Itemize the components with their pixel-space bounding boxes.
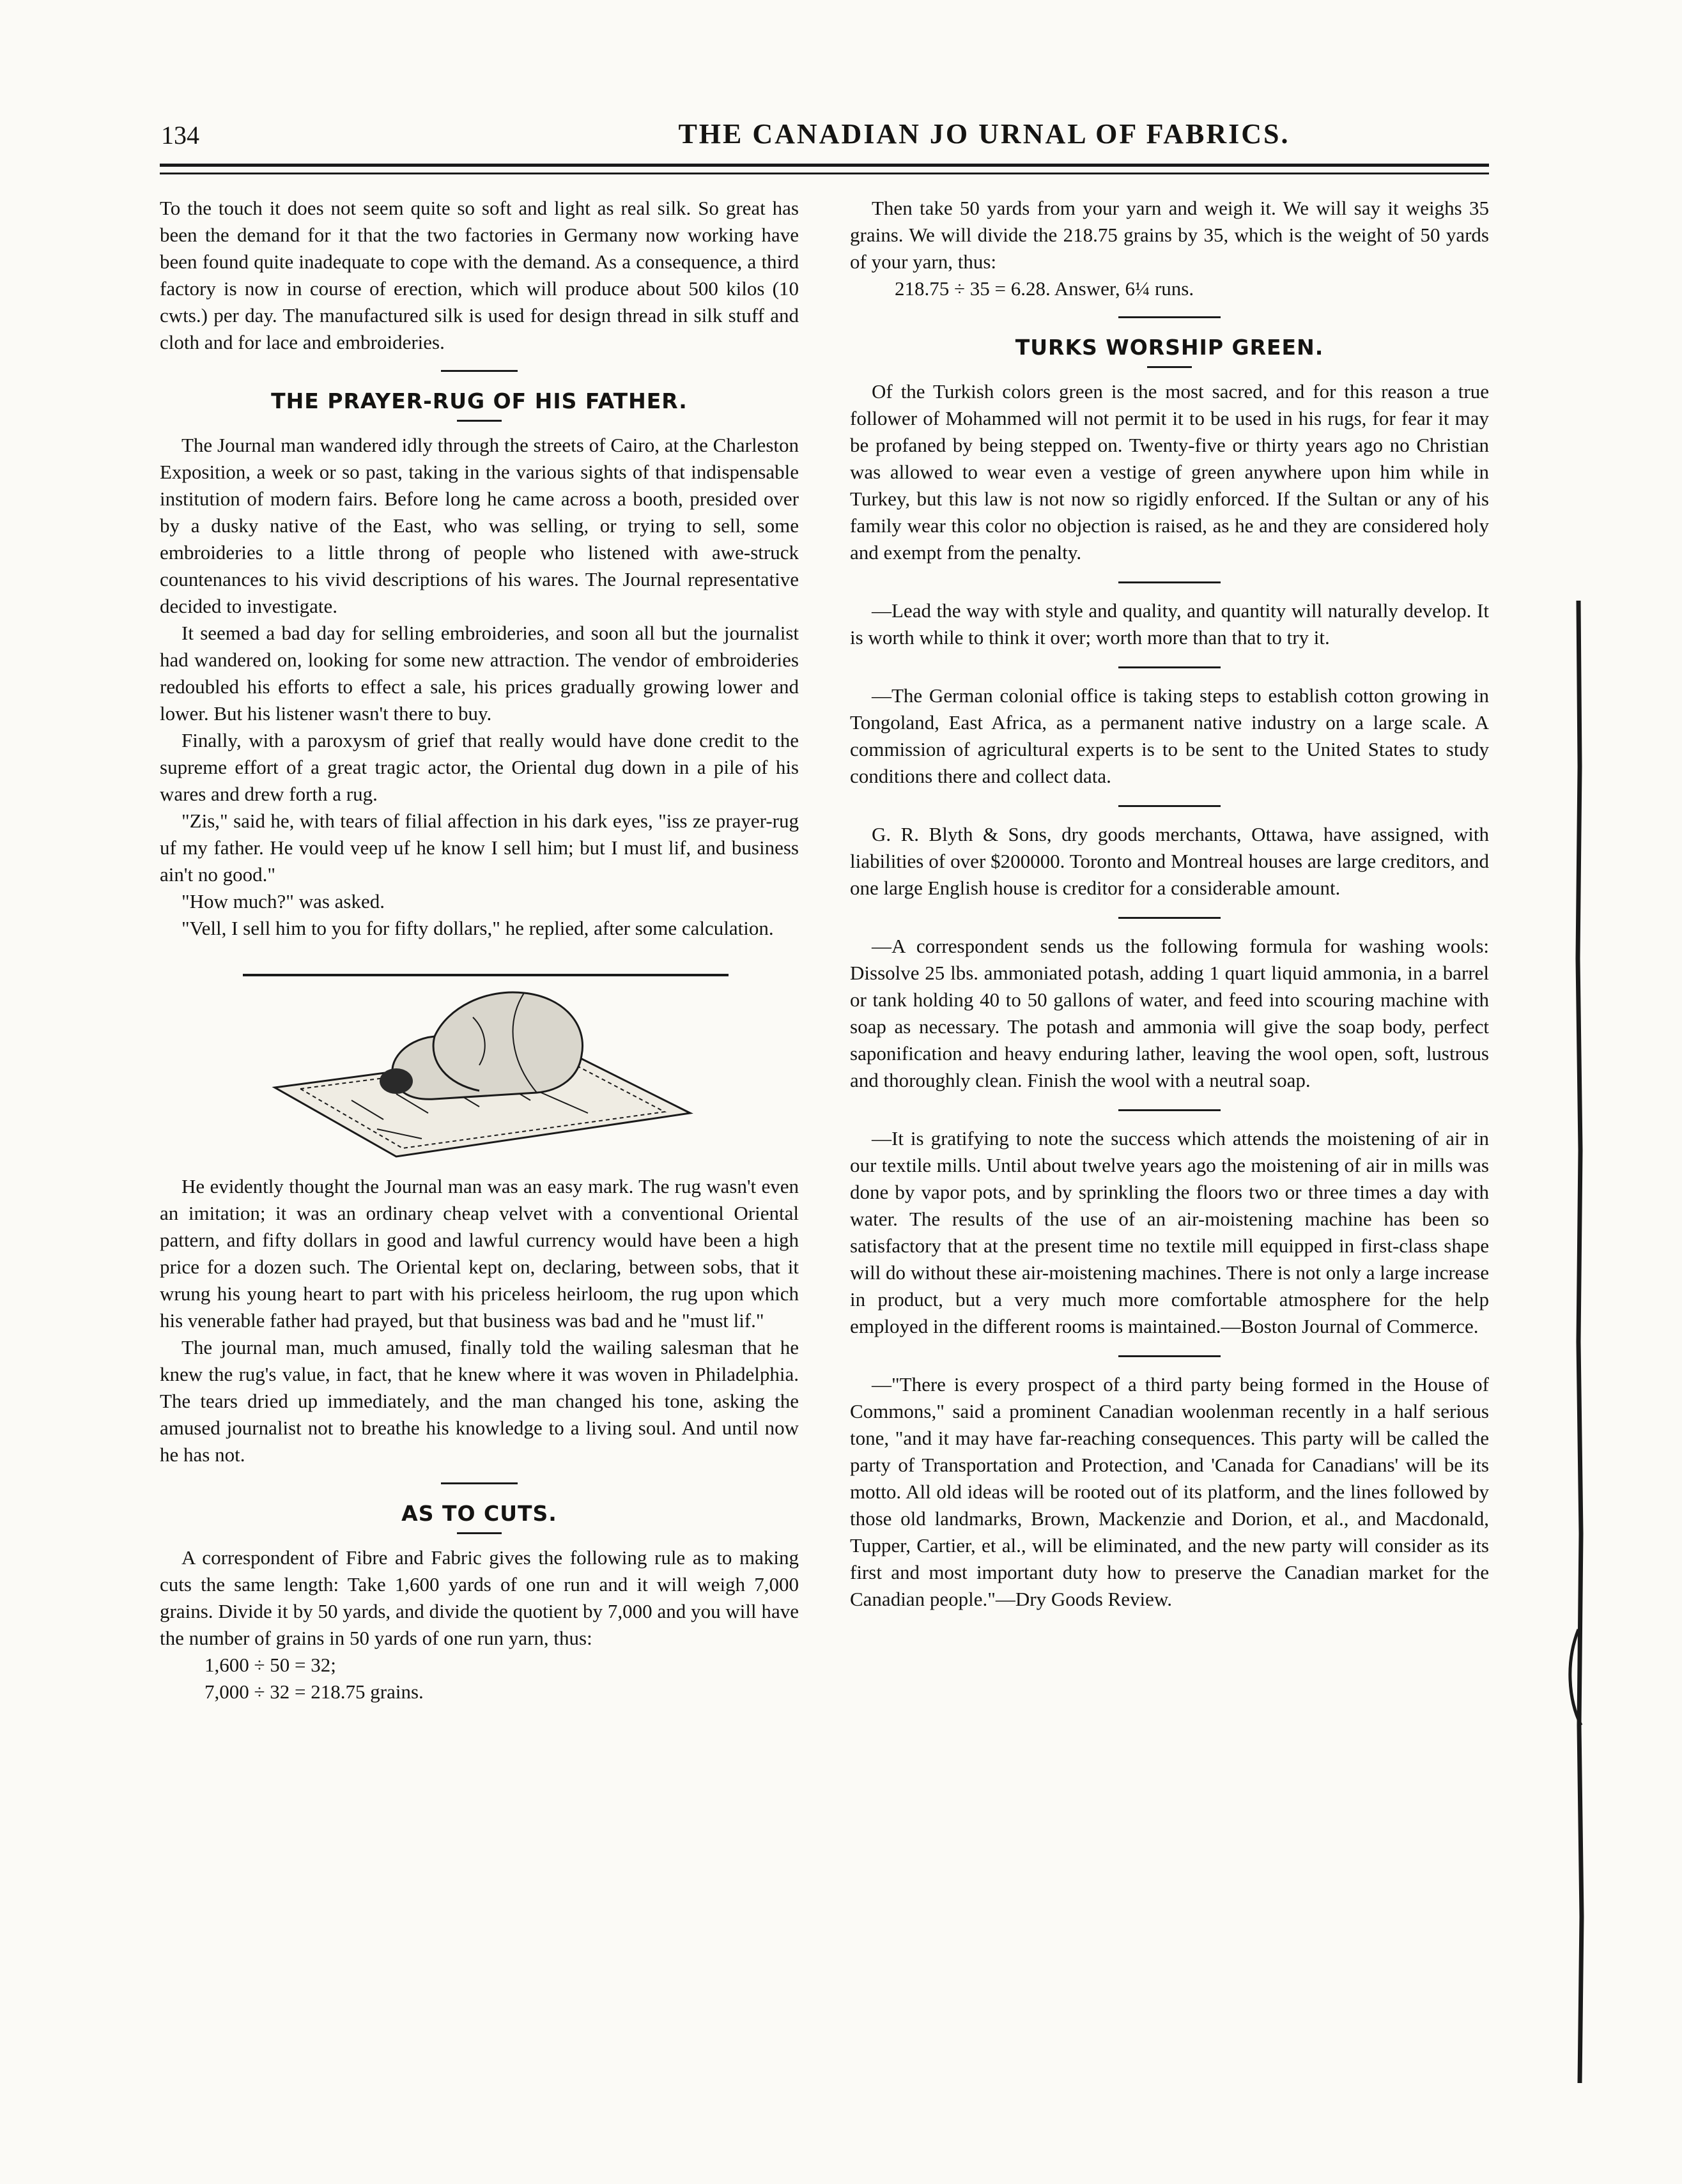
item-german: —The German colonial office is taking steps to establish cotton growing in Tongoland, East Africa, as a permanent native industry on a large scale. A commission of agricultural experts is to be sent to the United States to study conditions there and collect data. <box>850 684 1489 787</box>
page-number: 134 <box>161 121 199 150</box>
scan-edge-artifact <box>1559 575 1598 2109</box>
item-third-party: —"There is every prospect of a third party being formed in the House of Commons," said a prominent Canadian woolenman recently in a half serious tone, "and it may have far-reaching consequences. This party will be called the party of Transportation and Protection, and 'Canada for Canadians' will be its motto. All old ideas will be rooted out of its platform, and the lines followed by those old landmarks, Brown, Mackenzie and Dorion, et al., and Macdonald, Tupper, Cartier, et al., will be eliminated, and the new party will consider as its first and most important duty how to preserve the Canadian market for the Canadian people."—Dry Goods Review. <box>850 1373 1489 1610</box>
equation-2: 7,000 ÷ 32 = 218.75 grains. <box>204 1680 424 1703</box>
right-column <box>850 195 1489 1613</box>
left-column <box>160 195 799 1705</box>
prayer-rug-illustration <box>204 953 754 1158</box>
prayer-rug-title: THE PRAYER-RUG OF HIS FATHER. <box>271 388 688 413</box>
prayer-rug-p6: "Vell, I sell him to you for fifty dollars," he replied, after some calculation. <box>181 917 774 939</box>
as-to-cuts-title: AS TO CUTS. <box>401 1501 557 1526</box>
header-rule-thin <box>160 173 1489 174</box>
prayer-rug-p7: He evidently thought the Journal man was an easy mark. The rug wasn't even an imitation; it was an ordinary cheap velvet with a conventional Oriental pattern, and fifty dollars in good and lawful currency would have been a high price for a dozen such. The Oriental kept on, declaring, between sobs, that it wrung his young heart to part with his priceless heirloom, the rug upon which his venerable father had prayed, but that business was bad and he "must lif." <box>160 1175 799 1332</box>
header-rule-thick <box>160 164 1489 167</box>
cuts-answer: 218.75 ÷ 35 = 6.28. Answer, 6¼ runs. <box>895 277 1194 300</box>
prayer-rug-p5: "How much?" was asked. <box>181 890 385 912</box>
prayer-rug-p4: "Zis," said he, with tears of filial affection in his dark eyes, "iss ze prayer-rug uf my father. He vould veep uf he know I sell him; but I must lif, and business ain't no good." <box>160 810 799 886</box>
journal-title: THE CANADIAN JO URNAL OF FABRICS. <box>678 118 1290 150</box>
prayer-rug-p2: It seemed a bad day for selling embroideries, and soon all but the journalist had wandered on, looking for some new attraction. The vendor of embroideries redoubled his efforts to effect a sale, his prices gradually growing lower and lower. But his listener wasn't there to buy. <box>160 622 799 725</box>
item-blyth: G. R. Blyth & Sons, dry goods merchants, Ottawa, have assigned, with liabilities of over $200000. Toronto and Montreal houses are large creditors, and one large English house is creditor for a considerable amount. <box>850 823 1489 899</box>
cuts-continued: Then take 50 yards from your yarn and weigh it. We will say it weighs 35 grains. We will divide the 218.75 grains by 35, which is the weight of 50 yards of your yarn, thus: <box>850 197 1489 273</box>
turks-p1: Of the Turkish colors green is the most sacred, and for this reason a true follower of Mohammed will not permit it to be used in his rugs, for fear it may be profaned by being stepped on. Twenty-five or thirty years ago no Christian was allowed to wear even a vestige of green anywhere upon him while in Turkey, but this law is not now so rigidly enforced. If the Sultan or any of his family wear this color no objection is raised, as he and they are considered holy and exempt from the penalty. <box>850 380 1489 564</box>
equation-1: 1,600 ÷ 50 = 32; <box>204 1654 336 1676</box>
as-to-cuts-p1: A correspondent of Fibre and Fabric gives the following rule as to making cuts the same length: Take 1,600 yards of one run and it will weigh 7,000 grains. Divide it by 50 yards, and divide the quotient by 7,000 and you will have the number of grains in 50 yards of one run yarn, thus: <box>160 1546 799 1649</box>
item-formula: —A correspondent sends us the following formula for washing wools: Dissolve 25 lbs. ammoniated potash, adding 1 quart liquid ammonia, in a barrel or tank holding 40 to 50 gallons of water, and feed into scouring machine with soap as necessary. The potash and ammonia will give the soap body, perfect saponification and heavy enduring lather, leaving the wool open, soft, lustrous and thoroughly clean. Finish the wool with a neutral soap. <box>850 935 1489 1091</box>
prayer-rug-p3: Finally, with a paroxysm of grief that really would have done credit to the supreme effort of a great tragic actor, the Oriental dug down in a pile of his wares and drew forth a rug. <box>160 729 799 805</box>
item-moistening: —It is gratifying to note the success which attends the moistening of air in our textile mills. Until about twelve years ago the moistening of air in mills was done by vapor pots, and by sprinkling the floors two or three times a day with water. The results of the use of an air-moistening machine has been so satisfactory that at the present time no textile mill equipped in first-class shape will do without these air-moistening machines. There is not only a large increase in product, but a very much more comfortable atmosphere for the help employed in the different rooms is maintained.—Boston Journal of Commerce. <box>850 1127 1489 1337</box>
turks-title: TURKS WORSHIP GREEN. <box>1015 335 1324 360</box>
prayer-rug-p8: The journal man, much amused, finally told the wailing salesman that he knew the rug's value, in fact, that he knew where it was woven in Philadelphia. The tears dried up immediately, and the man changed his tone, asking the amused journalist not to breathe his knowledge to a living soul. And until now he has not. <box>160 1336 799 1466</box>
prayer-rug-p1: The Journal man wandered idly through the streets of Cairo, at the Charleston Exposition, a week or so past, taking in the various sights of that indispensable institution of modern fairs. Before long he came across a booth, presided over by a dusky native of the East, who was selling, or trying to sell, some embroideries to a little throng of people who listened with awe-struck countenances to his vivid descriptions of his wares. The Journal representative decided to investigate. <box>160 434 799 617</box>
item-lead: —Lead the way with style and quality, and quantity will naturally develop. It is worth while to think it over; worth more than that to try it. <box>850 599 1489 649</box>
intro-paragraph: To the touch it does not seem quite so soft and light as real silk. So great has been the demand for it that the two factories in Germany now working have been found quite inadequate to cope with the demand. As a consequence, a third factory is now in course of erection, which will produce about 500 kilos (10 cwts.) per day. The manufactured silk is used for design thread in silk stuff and cloth and for lace and embroideries. <box>160 197 799 353</box>
